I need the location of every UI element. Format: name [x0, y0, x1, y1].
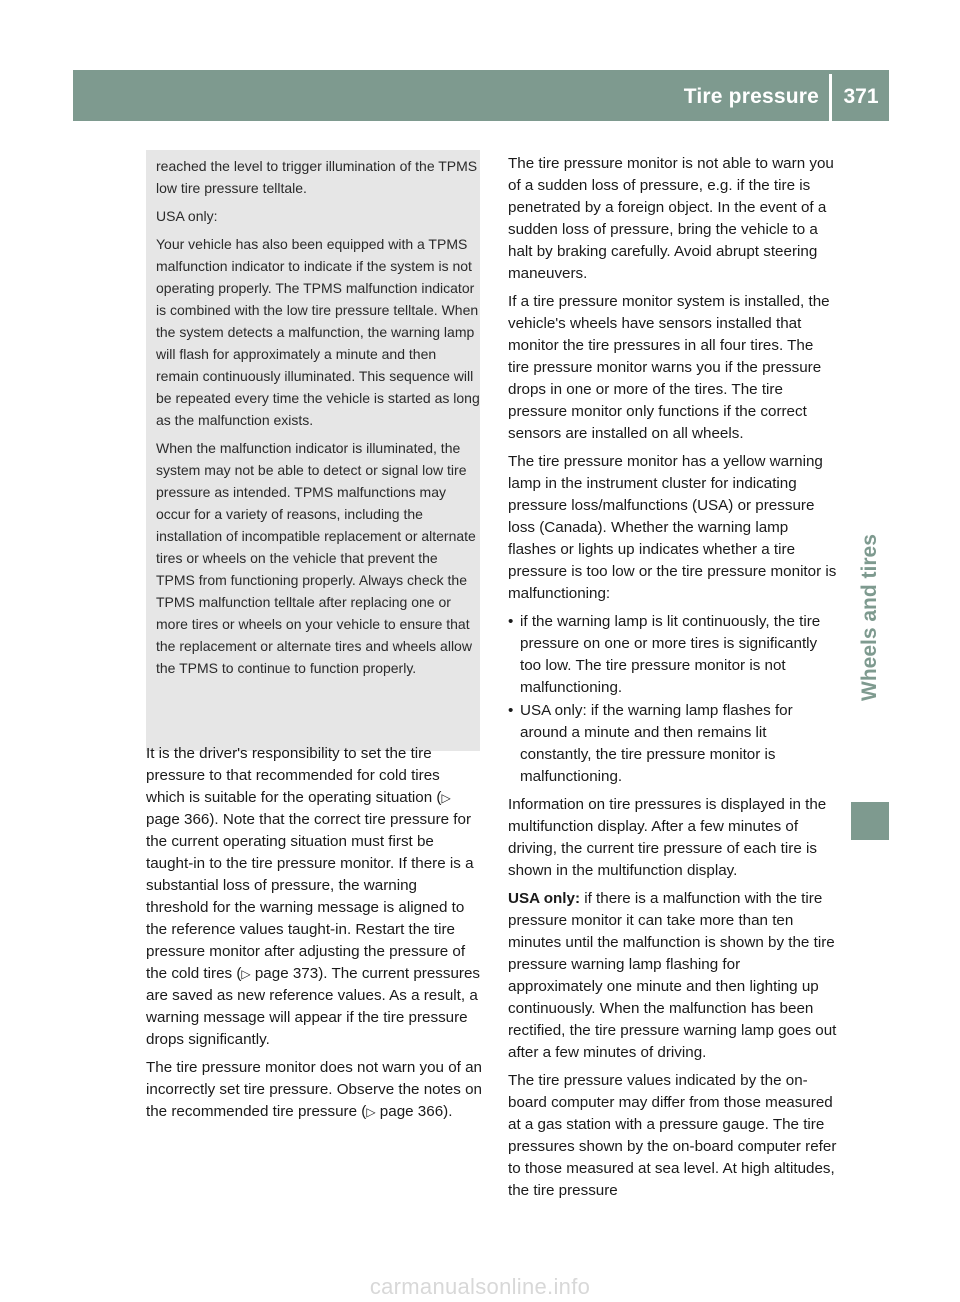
page-ref-arrow-icon: ▷: [366, 1105, 376, 1119]
note-paragraph: USA only:: [156, 208, 218, 224]
page-reference-link[interactable]: page 366: [379, 1103, 444, 1120]
chapter-tab: [851, 534, 889, 701]
bold-lead: USA only:: [508, 890, 580, 907]
chapter-tab-label: Wheels and tires: [858, 534, 881, 701]
body-paragraph: The tire pressure monitor has a yellow warning lamp in the instrument cluster for indicating pressure loss/malfunctions (USA) or pressure loss (Canada). Whether the warning lamp flashes or lights up indicates whether a tire pressure is too low or the tire pressure monitor is malfunctioning:: [508, 453, 837, 602]
page-ref-arrow-icon: ▷: [441, 791, 451, 805]
note-paragraph: When the malfunction indicator is illuminated, the system may not be able to detect or signal low tire pressure as intended. TPMS malfunctions may occur for a variety of reasons, including the installation of incompatible replacement or alternate tires or wheels on the vehicle that prevent the TPMS from functioning properly. Always check the TPMS malfunction telltale after replacing one or more tires or wheels on your vehicle to ensure that the replacement or alternate tires and wheels allow the TPMS to continue to function properly.: [156, 440, 476, 676]
text-run: ). Note that the correct tire pressure for the current operating situation must first be taught-in to the tire pressure monitor. If there is a substantial loss of pressure, the warning threshold for the warning message is aligned to the reference values taught-in. Restart the tire pressure monitor after adjusting the pressure of the cold tires (: [146, 811, 474, 982]
page-header: [73, 70, 889, 121]
section-title: Tire pressure: [683, 85, 819, 108]
body-paragraph: If a tire pressure monitor system is installed, the vehicle's wheels have sensors installed that monitor the tire pressures in all four tires. The tire pressure monitor warns you if the pressure drops in one or more of the tires. The tire pressure monitor only functions if the correct sensors are installed on all wheels.: [508, 293, 830, 442]
note-paragraph: Your vehicle has also been equipped with a TPMS malfunction indicator to indicate if the system is not operating properly. The TPMS malfunction indicator is combined with the low tire pressure telltale. When the system detects a malfunction, the warning lamp will flash for approximately a minute and then remain continuously illuminated. This sequence will be repeated every time the vehicle is started as long as the malfunction exists.: [156, 236, 480, 428]
note-box: [146, 150, 480, 751]
text-run: if there is a malfunction with the tire pressure monitor it can take more than ten minutes until the malfunction is shown by the tire pressure warning lamp flashing for approximately one minute and then lighting up continuously. When the malfunction has been rectified, the tire pressure warning lamp goes out after a few minutes of driving.: [508, 890, 837, 1061]
watermark: carmanualsonline.info: [369, 1274, 591, 1299]
note-paragraph: reached the level to trigger illumination of the TPMS low tire pressure telltale.: [156, 158, 478, 196]
page-reference-link[interactable]: page 366: [146, 811, 210, 828]
left-column: [146, 743, 482, 1129]
text-run: ).: [443, 1103, 453, 1120]
bullet-item: • USA only: if the warning lamp flashes for around a minute and then remains lit constantly, the tire pressure monitor is malfunctioning.: [508, 700, 838, 788]
header-divider: [829, 74, 832, 121]
text-run: It is the driver's responsibility to set the tire pressure to that recommended for cold tires which is suitable for the operating situation (: [146, 745, 442, 806]
text-run: ). The current pressures are saved as new reference values. As a result, a warning message will appear if the tire pressure drops significantly.: [146, 965, 481, 1048]
body-paragraph: [508, 888, 838, 1064]
body-paragraph: Information on tire pressures is displayed in the multifunction display. After a few minutes of driving, the current tire pressure of each tire is shown in the multifunction display.: [508, 796, 827, 879]
page-reference-link[interactable]: page 373: [254, 965, 319, 982]
body-paragraph: The tire pressure values indicated by the on-board computer may differ from those measured at a gas station with a pressure gauge. The tire pressures shown by the on-board computer refer to those measured at sea level. At high altitudes, the tire pressure: [508, 1072, 837, 1199]
body-paragraph: [146, 1057, 482, 1123]
body-paragraph: [146, 743, 482, 1051]
right-column: [508, 153, 838, 1208]
text-run: The tire pressure monitor does not warn you of an incorrectly set tire pressure. Observe the notes on the recommended tire pressure (: [146, 1059, 482, 1120]
page-number: 371: [843, 85, 879, 108]
page-ref-arrow-icon: ▷: [241, 967, 251, 981]
bullet-item: • if the warning lamp is lit continuously, the tire pressure on one or more tires is significantly too low. The tire pressure monitor is not malfunctioning.: [508, 611, 838, 699]
body-paragraph: The tire pressure monitor is not able to warn you of a sudden loss of pressure, e.g. if the tire is penetrated by a foreign object. In the event of a sudden loss of pressure, bring the vehicle to a halt by braking carefully. Avoid abrupt steering maneuvers.: [508, 155, 834, 282]
chapter-marker: [851, 802, 889, 840]
